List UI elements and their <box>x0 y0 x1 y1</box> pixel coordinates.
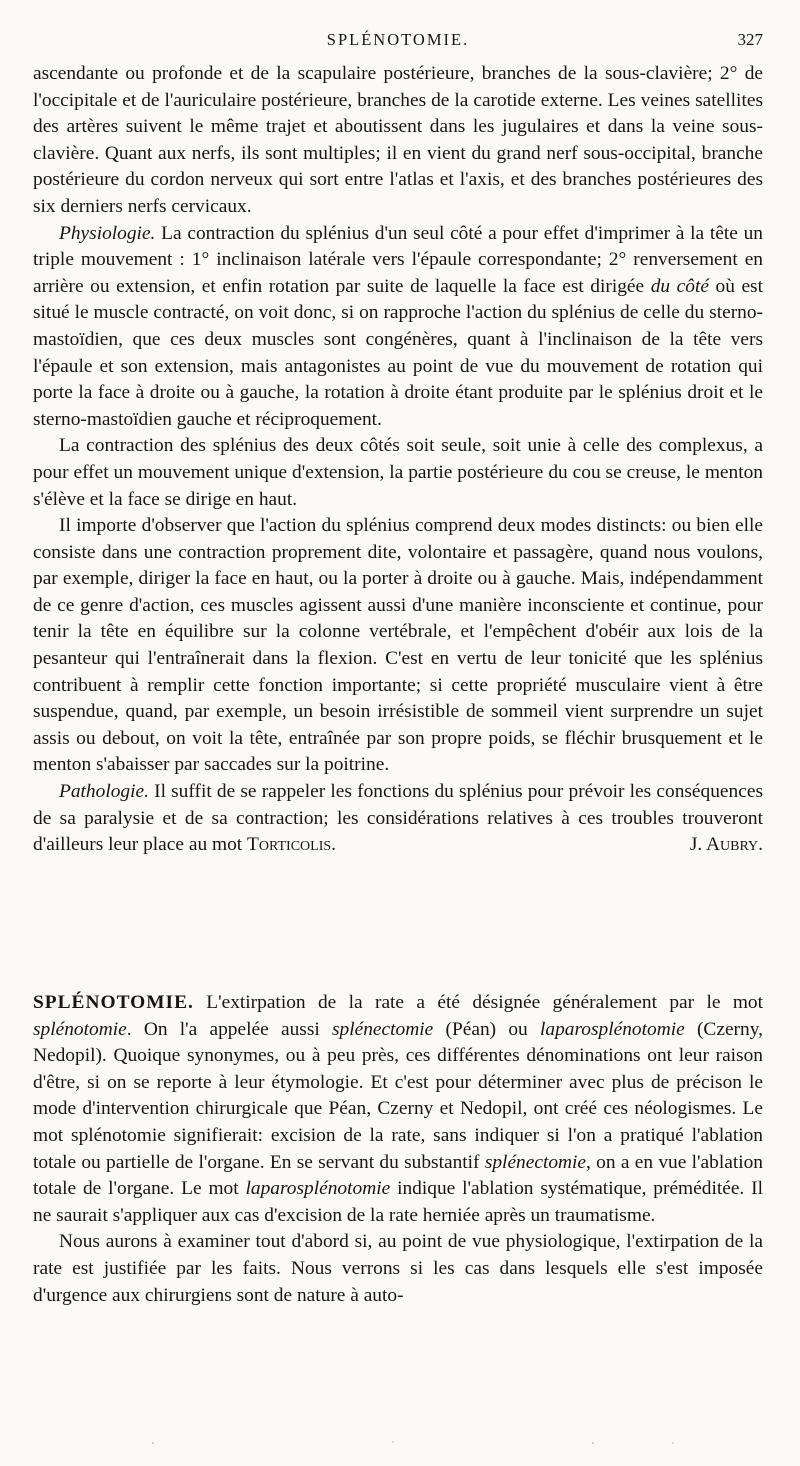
term-laparosplenotomie: laparosplénotomie <box>540 1018 685 1040</box>
pathologie-text: Il suffit de se rappeler les fonctions du splénius pour prévoir les conséquences de sa paralysie et de sa contraction; les considérations relatives à ces troubles trouveront d'ailleurs leur place au mot <box>33 781 763 856</box>
definition-text-f: indique l'ablation systématique, préméditée. Il ne saurait s'appliquer aux cas d'excision de la rate herniée après un traumatisme. <box>33 1178 763 1226</box>
definition-text-e: , on a en vue l'ablation totale de l'organe. Le mot <box>33 1151 763 1200</box>
torticolis-reference: Torticolis. <box>247 834 336 856</box>
paragraph-examination: Nous aurons à examiner tout d'abord si, au point de vue physiologique, l'extirpation de la rate est justifiée par les faits. Nous verrons si les cas dans lesquels elle s'est imposée d'urgence aux chirurgiens sont de nature à auto- <box>33 1231 763 1306</box>
term-splenectomie-2: splénectomie <box>484 1151 587 1173</box>
paragraph-physiologie <box>33 221 763 434</box>
paragraph-definition <box>33 990 763 1229</box>
physiologie-subheading: Physiologie. <box>59 222 156 244</box>
author-signature: J. Aubry. <box>689 834 763 856</box>
splenius-article <box>33 61 763 859</box>
physiologie-text-a: La contraction du splénius d'un seul côté a pour effet d'imprimer à la tête un triple mouvement : 1° inclinaison latérale vers l'épaule correspondante; 2° renversement en arrière ou extension, et enfin rotation par suite de laquelle la face est dirigée <box>33 222 763 297</box>
page-header <box>33 30 763 56</box>
pathologie-subheading: Pathologie. <box>59 781 149 803</box>
term-splenectomie: splénectomie <box>332 1018 434 1040</box>
physiologie-text-b: où est situé le muscle contracté, on voit donc, si on rapproche l'action du splénius de celle du sterno-mastoïdien, que ces deux muscles sont congénères, quant à l'inclinaison de la tête vers l'épaule et son extension, mais antagonistes au point de vue du mouvement de rotation qui porte la face à droite ou à gauche, la rotation à droite étant produite par le splénius droit et le sterno-mastoïdien gauche et réciproquement. <box>33 275 763 430</box>
definition-text-a: L'extirpation de la rate a été désignée généralement par le mot <box>193 992 763 1013</box>
page-number: 327 <box>737 30 763 49</box>
definition-text-b: . On l'a appelée aussi <box>126 1018 332 1040</box>
definition-text-d: (Czerny, Nedopil). Quoique synonymes, ou à peu près, ces différentes dénominations ont leur raison d'être, si on se reporte à leur étymologie. Et c'est pour déterminer avec plus de précison le mode d'intervention chirurgicale que Péan, Czerny et Nedopil, ont créé ces néologismes. Le mot splénotomie signifierait: excision de la rate, sans indiquer si l'on a pratiqué l'ablation totale ou partielle de l'organe. En se servant du substantif <box>33 1018 763 1173</box>
paragraph-anatomy: ascendante ou profonde et de la scapulaire postérieure, branches de la sous-clavière; 2° de l'occipitale et de l'auriculaire postérieure, branches de la carotide externe. Les veines satellites des artères suivent le même trajet et aboutissent dans les jugulaires et dans la veine sous-clavière. Quant aux nerfs, ils sont multiples; il en vient du grand nerf sous-occipital, branche postérieure du cordon nerveux qui sort entre l'atlas et l'axis, et des branches postérieures des six derniers nerfs cervicaux. <box>33 63 763 217</box>
splenotomie-article <box>33 990 763 1309</box>
definition-text-c: (Péan) ou <box>433 1018 540 1040</box>
paragraph-contraction: La contraction des splénius des deux côtés soit seule, soit unie à celle des complexus, a pour effet un mouvement unique d'extension, la partie postérieure du cou se creuse, le menton s'élève et la face se dirige en haut. <box>33 435 763 510</box>
physiologie-italic: du côté <box>650 275 709 297</box>
paragraph-pathologie <box>33 779 763 859</box>
print-specks <box>33 1440 763 1446</box>
term-laparosplenotomie-2: laparosplénotomie <box>245 1178 391 1200</box>
term-splenotomie: splénotomie <box>33 1018 127 1040</box>
paragraph-modes: Il importe d'observer que l'action du splénius comprend deux modes distincts: ou bien elle consiste dans une contraction proprement dite, volontaire et passagère, quand nous voulons, par exemple, diriger la face en haut, ou la porter à droite ou à gauche. Mais, indépendamment de ce genre d'action, ces muscles agissent aussi d'une manière inconsciente et continue, pour tenir la tête en équilibre sur la colonne vertébrale, et l'empêchent d'obéir aux lois de la pesanteur qui l'entraînerait dans la flexion. C'est en vertu de leur tonicité que les splénius contribuent à remplir cette fonction importante; si cette propriété musculaire vient à être suspendue, quand, par exemple, un besoin irrésistible de sommeil vient surprendre un sujet assis ou debout, on voit la tête, entraînée par son propre poids, se fléchir brusquement et le menton s'abaisser par saccades sur la poitrine. <box>33 515 763 776</box>
article-heading: SPLÉNOTOMIE. <box>33 992 194 1013</box>
running-title: SPLÉNOTOMIE. <box>326 30 470 49</box>
